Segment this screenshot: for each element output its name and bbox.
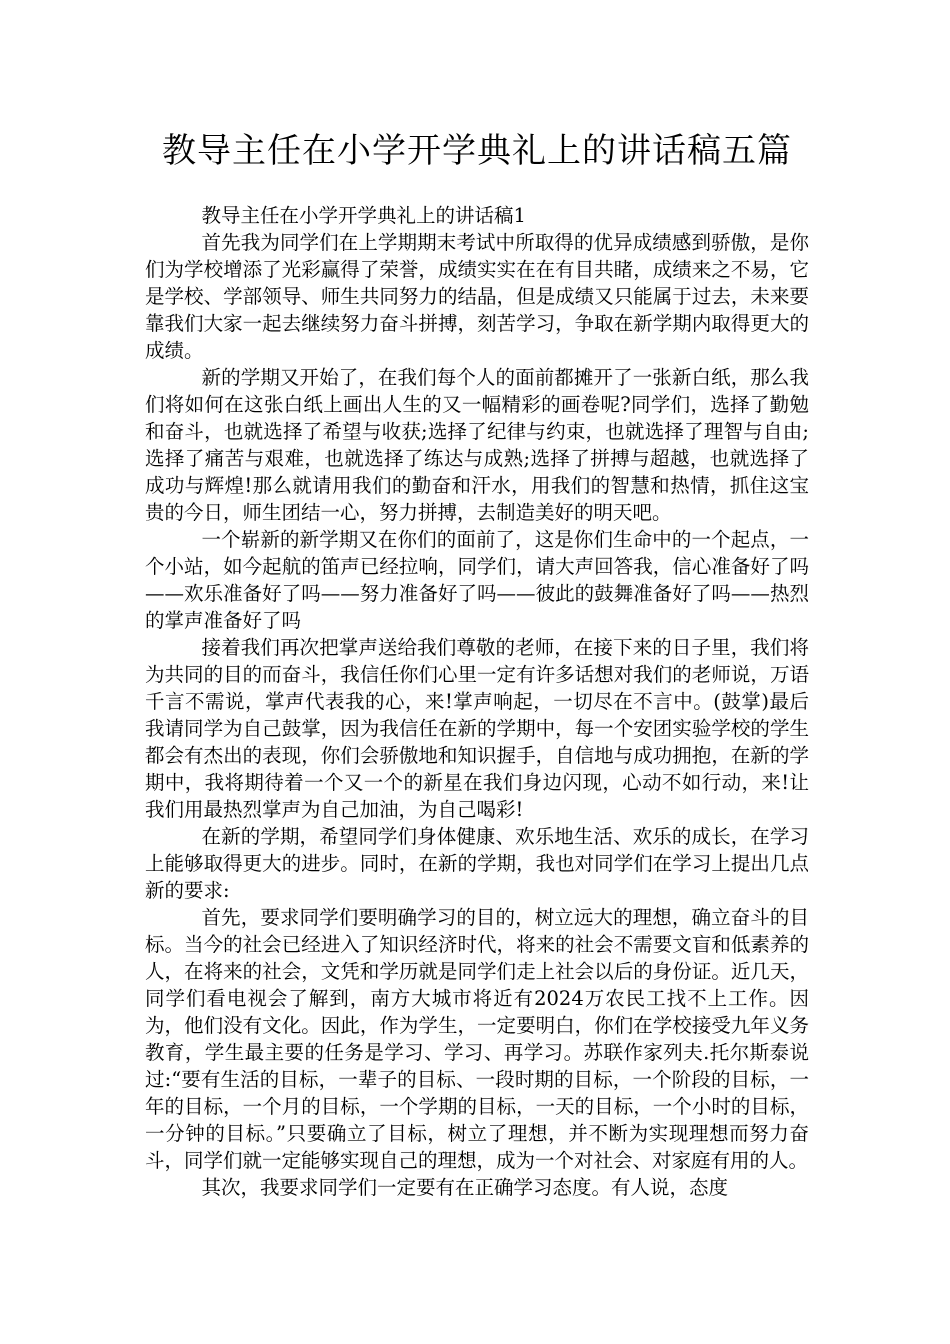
paragraph-3: 一个崭新的新学期又在你们的面前了，这是你们生命中的一个起点，一个小站，如今起航的笛声已经拉响，同学们，请大声回答我，信心准备好了吗——欢乐准备好了吗——努力准备好了吗——彼此的鼓舞准备好了吗——热烈的掌声准备好了吗 [145, 528, 809, 632]
paragraph-7: 其次，我要求同学们一定要有在正确学习态度。有人说，态度 [201, 1176, 729, 1199]
section-heading: 教导主任在小学开学典礼上的讲话稿1 [201, 204, 526, 227]
paragraph-2: 新的学期又开始了，在我们每个人的面前都摊开了一张新白纸，那么我们将如何在这张白纸上画出人生的又一幅精彩的画卷呢?同学们，选择了勤勉和奋斗，也就选择了希望与收获;选择了纪律与约束，也就选择了理智与自由;选择了痛苦与艰难，也就选择了练达与成熟;选择了拼搏与超越，也就选择了成功与辉煌!那么就请用我们的勤奋和汗水，用我们的智慧和热情，抓住这宝贵的今日，师生团结一心，努力拼搏，去制造美好的明天吧。 [145, 366, 809, 524]
paragraph-1: 首先我为同学们在上学期期末考试中所取得的优异成绩感到骄傲，是你们为学校增添了光彩赢得了荣誉，成绩实实在在有目共睹，成绩来之不易，它是学校、学部领导、师生共同努力的结晶，但是成绩又只能属于过去，未来要靠我们大家一起去继续努力奋斗拼搏，刻苦学习，争取在新学期内取得更大的成绩。 [145, 231, 809, 362]
paragraph-5: 在新的学期，希望同学们身体健康、欢乐地生活、欢乐的成长，在学习上能够取得更大的进步。同时，在新的学期，我也对同学们在学习上提出几点新的要求: [145, 825, 809, 902]
document-page [145, 128, 809, 1201]
paragraph-4: 接着我们再次把掌声送给我们尊敬的老师，在接下来的日子里，我们将为共同的目的而奋斗，我信任你们心里一定有许多话想对我们的老师说，万语千言不需说，掌声代表我的心，来!掌声响起，一切尽在不言中。(鼓掌)最后我请同学为自己鼓掌，因为我信任在新的学期中，每一个安团实验学校的学生都会有杰出的表现，你们会骄傲地和知识握手，自信地与成功拥抱，在新的学期中，我将期待着一个又一个的新星在我们身边闪现，心动不如行动，来!让我们用最热烈掌声为自己加油，为自己喝彩! [145, 636, 809, 821]
paragraph-6: 首先，要求同学们要明确学习的目的，树立远大的理想，确立奋斗的目标。当今的社会已经进入了知识经济时代，将来的社会不需要文盲和低素养的人，在将来的社会，文凭和学历就是同学们走上社会以后的身份证。近几天，同学们看电视会了解到，南方大城市将近有2024万农民工找不上工作。因为，他们没有文化。因此，作为学生，一定要明白，你们在学校接受九年义务教育，学生最主要的任务是学习、学习、再学习。苏联作家列夫.托尔斯泰说过:“要有生活的目标，一辈子的目标、一段时期的目标，一个阶段的目标，一年的目标，一个月的目标，一个学期的目标，一天的目标，一个小时的目标，一分钟的目标。”只要确立了目标，树立了理想，并不断为实现理想而努力奋斗，同学们就一定能够实现自己的理想，成为一个对社会、对家庭有用的人。 [145, 906, 809, 1172]
document-title: 教导主任在小学开学典礼上的讲话稿五篇 [162, 131, 792, 171]
